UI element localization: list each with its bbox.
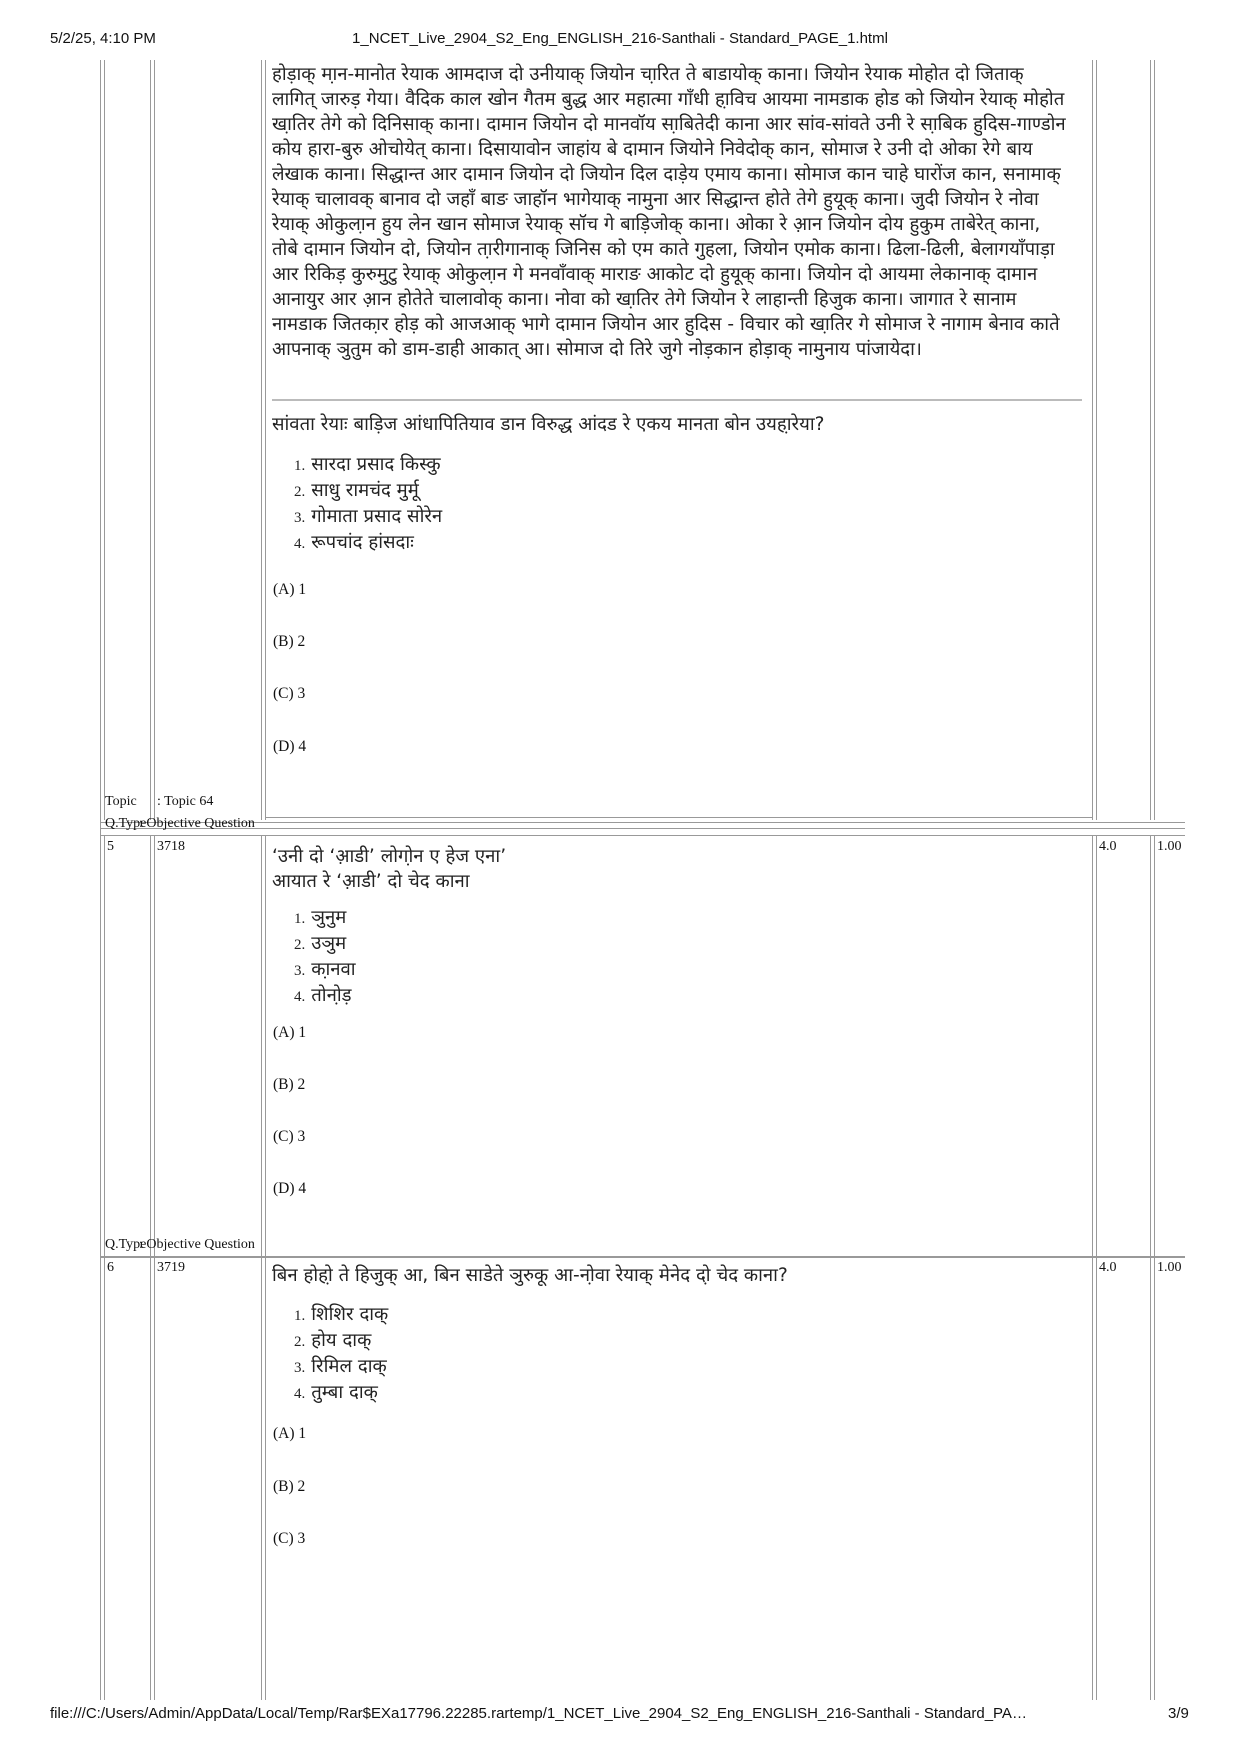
question-6-text: बिन होहो़ ते हिजुक् आ, बिन साडेते ञुरुकू आ-नो़वा रेयाक् मेनेद दो़ चेद काना?	[272, 1265, 788, 1286]
answer-option-b: (B) 2	[273, 1478, 306, 1495]
answer-option-b: (B) 2	[273, 1076, 306, 1093]
question-6-id: 3719	[157, 1260, 185, 1275]
question-5-options	[294, 905, 356, 1009]
col-divider	[261, 60, 262, 820]
list-item: 1. ञुनुम	[294, 907, 347, 928]
col-divider	[1154, 835, 1155, 1257]
qtype-label: Q.Type	[105, 816, 147, 831]
col-divider	[154, 835, 155, 1257]
question-6-options	[294, 1302, 388, 1406]
col-divider	[265, 60, 266, 820]
list-item: 1. शिशिर दाक्	[294, 1304, 389, 1325]
col-divider	[1096, 1256, 1097, 1700]
row-divider	[100, 835, 1185, 836]
question-4-options	[294, 452, 442, 556]
col-divider	[1150, 835, 1151, 1257]
col-divider	[1154, 1256, 1155, 1700]
question-5-number: 5	[107, 839, 114, 854]
col-divider	[104, 835, 105, 1257]
row-divider	[265, 817, 1093, 818]
col-divider	[1096, 60, 1097, 820]
col-divider	[261, 835, 262, 1257]
print-file-url: file:///C:/Users/Admin/AppData/Local/Temp/Rar$EXa17796.22285.rartemp/1_NCET_Live_2904_S2_Eng_ENGLISH_216-Santhali - Standard_PA…	[50, 1705, 1027, 1722]
answer-option-a: (A) 1	[273, 581, 307, 598]
row-divider	[100, 1257, 1185, 1258]
col-divider	[150, 1256, 151, 1700]
col-divider	[1092, 835, 1093, 1257]
col-divider	[1096, 835, 1097, 1257]
question-6-negative-marks: 1.00	[1157, 1260, 1182, 1275]
question-table	[100, 60, 1185, 1700]
list-item: 4. रूपचांद हांसदाः	[294, 532, 414, 553]
answer-option-b: (B) 2	[273, 633, 306, 650]
row-divider	[100, 822, 1185, 823]
list-item: 3. गोमाता प्रसाद सोरेन	[294, 506, 443, 527]
list-item: 3. रिमिल दाक्	[294, 1356, 387, 1377]
answer-option-c: (C) 3	[273, 685, 306, 702]
answer-option-c: (C) 3	[273, 1128, 306, 1145]
list-item: 4. तोनो़ड़	[294, 985, 352, 1006]
passage-separator	[272, 399, 1082, 401]
topic-value: : Topic 64	[157, 794, 214, 809]
answer-option-d: (D) 4	[273, 738, 307, 755]
col-divider	[104, 1256, 105, 1700]
question-5-id: 3718	[157, 839, 185, 854]
row-divider	[100, 828, 1185, 829]
print-page-number: 3/9	[1168, 1705, 1189, 1722]
qtype-label: Q.Type	[105, 1237, 147, 1252]
question-6-marks: 4.0	[1099, 1260, 1117, 1275]
col-divider	[1092, 60, 1093, 820]
question-6-number: 6	[107, 1260, 114, 1275]
col-divider	[150, 835, 151, 1257]
row-divider	[100, 1256, 1185, 1257]
col-divider	[265, 1256, 266, 1700]
col-divider	[265, 835, 266, 1257]
col-divider	[150, 60, 151, 820]
qtype-value: : Objective Question	[139, 1237, 255, 1252]
print-page-title: 1_NCET_Live_2904_S2_Eng_ENGLISH_216-Santhali - Standard_PAGE_1.html	[352, 30, 888, 47]
table-left-inner-border	[104, 60, 105, 820]
reading-passage: होड़ाक् मा़न-मानोत रेयाक आमदाज दो उनीयाक् जियोन चा़रित ते बाडायोक् काना। जियोन रेयाक मोहोत दो जिताक् लागित् जारुड़ गेया। वैदिक काल खोन गैतम बुद्ध आर महात्मा गाँधी हा़विच आयमा नामडाक होड को जियोन रेयाक् मोहोत खा़तिर तेगे को दिनिसाक् काना। दामान जियोन दो मानवॉय सा़बितेदी काना आर सांव-सांवते उनी रे सा़बिक हुदिस-गाण्डोन कोय हारा-बुरु ओचोयेत् काना। दिसायावोन जाहांय बे दामान जियोने निवेदोक् कान, सोमाज रे उनी दो ओका रेगे बाय लेखाक काना। सिद्धान्त आर दामान जियोन दो जियोन दिल दाड़ेय एमाय काना। सोमाज कान चाहे घारोंज कान, सनामाक् रेयाक् चालावक् बानाव दो जहाँ बाङ जाहॉन भागेयाक् नामुना आर सिद्धान्त होते तेगे हुयूक् काना। जुदी जियोन रे नोवा रेयाक् ओकुला़न हुय लेन खान सोमाज रेयाक् सॉच गे बाड़िजोक् काना। ओका रे आ़न जियोन दोय हुकुम ताबेरेत् काना, तोबे दामान जियोन दो, जियोन ता़रीगानाक् जिनिस को एम काते गुहला, जियोन एमोक काना। ढिला-ढिली, बेलागयाँपाड़ा आर रिकिड़ कुरुमुटु रेयाक् ओकुला़न गे मनवाँवाक् माराङ आकोट दो हुयूक् काना। जियोन दो आयमा लेकानाक् दामान आनायुर आर आ़न होतेते चालावोक् काना। नोवा को खा़तिर तेगे जियोन रे लाहान्ती हिजुक काना। जागात रे सानाम नामडाक जितका़र होड़ को आजआक् भागे दामान जियोन आर हुदिस - विचार को खा़तिर गे सोमाज रे नागाम बेनाव काते आपनाक् ञुतुम को डाम-डाही आकात् आ। सोमाज दो तिरे जुगे नोड़कान होड़ाक् नामुनाय पांजायेदा।	[272, 64, 1066, 360]
col-divider	[1150, 1256, 1151, 1700]
answer-option-d: (D) 4	[273, 1180, 307, 1197]
list-item: 2. उञुम	[294, 933, 347, 954]
col-divider	[154, 1256, 155, 1700]
topic-label: Topic	[105, 794, 137, 809]
print-header	[0, 0, 1240, 47]
question-5-negative-marks: 1.00	[1157, 839, 1182, 854]
col-divider	[154, 60, 155, 820]
list-item: 1. सारदा प्रसाद किस्कु	[294, 454, 441, 475]
table-left-border	[100, 60, 101, 1700]
list-item: 3. का़नवा	[294, 959, 356, 980]
col-divider	[1154, 60, 1155, 820]
list-item: 4. तुम्बा दाक्	[294, 1382, 378, 1403]
list-item: 2. साधु रामचंद मुर्मू	[294, 480, 419, 501]
list-item: 2. होय दाक्	[294, 1330, 372, 1351]
answer-option-a: (A) 1	[273, 1425, 307, 1442]
col-divider	[261, 1256, 262, 1700]
answer-option-a: (A) 1	[273, 1024, 307, 1041]
question-4-text: सांवता रेयाः बाड़िज आंधापितियाव डान विरुद्ध आंदड रे एकय मानता बोन उयहा़रेया?	[272, 414, 825, 435]
col-divider	[1150, 60, 1151, 820]
answer-option-c: (C) 3	[273, 1530, 306, 1547]
question-5-text-line-1: ‘उनी दो ‘आ़डी’ लोगो़न ए हेज एना’	[272, 846, 507, 867]
col-divider	[1092, 1256, 1093, 1700]
question-5-marks: 4.0	[1099, 839, 1117, 854]
qtype-value: : Objective Question	[139, 816, 255, 831]
question-5-text-line-2: आयात रे ‘आ़डी’ दो चेद काना	[272, 871, 470, 892]
print-datetime: 5/2/25, 4:10 PM	[50, 30, 156, 47]
